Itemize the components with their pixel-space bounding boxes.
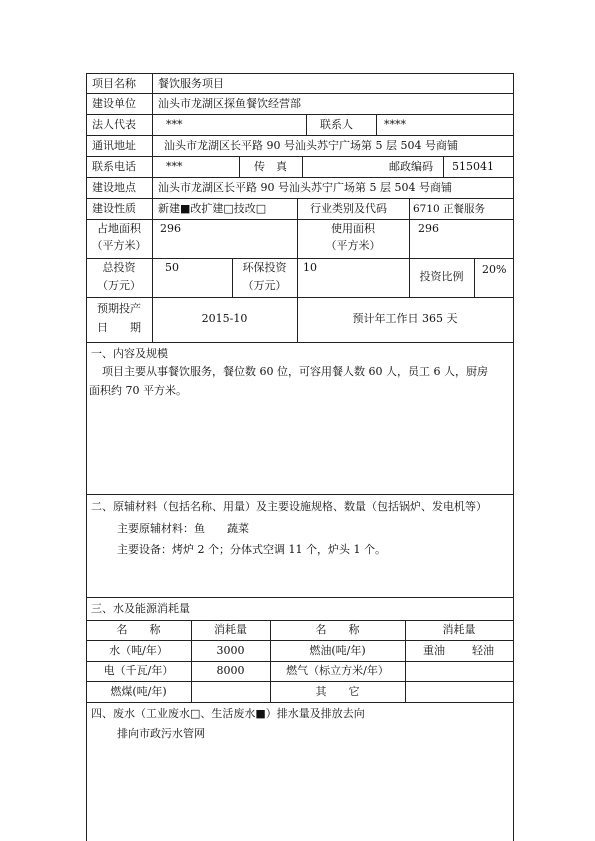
project-name-label: 项目名称 [92, 77, 136, 90]
rule [86, 156, 513, 157]
postcode-label: 邮政编码 [389, 160, 433, 173]
schedule-date-value: 2015-10 [201, 312, 248, 325]
divider [297, 258, 298, 297]
label-divider [152, 73, 153, 342]
mailing-address-value: 汕头市龙湖区长平路 90 号汕头苏宁广场第 5 层 504 号商铺 [164, 139, 458, 152]
divider [239, 156, 240, 177]
total-investment-label: 总投资 [102, 261, 136, 274]
contact-value: **** [384, 118, 406, 131]
site-label: 建设地点 [92, 181, 136, 194]
divider [409, 198, 410, 219]
rule [86, 135, 513, 136]
rule [86, 93, 513, 94]
energy-header-name: 名 称 [116, 623, 161, 636]
rule [86, 297, 513, 298]
energy-header-amount: 消耗量 [214, 623, 247, 636]
land-area-value: 296 [160, 222, 181, 235]
rule [86, 681, 513, 682]
site-value: 汕头市龙湖区长平路 90 号汕头苏宁广场第 5 层 504 号商铺 [158, 181, 452, 194]
fuel-oil-label: 燃油(吨/年) [309, 644, 366, 657]
use-area-value: 296 [418, 222, 439, 235]
energy-header-name-2: 名 称 [315, 623, 360, 636]
contact-label: 联系人 [320, 118, 353, 131]
fax-label: 传 真 [254, 160, 287, 173]
rule [86, 342, 513, 343]
power-label: 电（千瓦/年） [103, 664, 174, 677]
power-value: 8000 [216, 664, 245, 677]
env-investment-value: 10 [303, 261, 317, 274]
other-label: 其 它 [315, 685, 360, 698]
project-name-value: 餐饮服务项目 [158, 77, 224, 90]
industry-label: 行业类别及代码 [310, 202, 387, 215]
divider [409, 219, 410, 258]
postcode-value: 515041 [452, 160, 494, 173]
construction-unit-label: 建设单位 [92, 97, 136, 110]
rule [86, 219, 513, 220]
nature-label: 建设性质 [92, 202, 136, 215]
rule [86, 702, 513, 703]
coal-label: 燃煤(吨/年) [110, 685, 167, 698]
section2-equipment: 主要设备：烤炉 2 个；分体式空调 11 个，炉头 1 个。 [117, 543, 386, 556]
schedule-label: 预期投产 [97, 302, 141, 315]
rule [86, 597, 513, 598]
border-right [513, 73, 514, 841]
gas-label: 燃气（标立方米/年） [286, 664, 389, 677]
use-area-label: 使用面积 [331, 222, 375, 235]
land-area-unit: （平方米） [91, 239, 147, 252]
investment-ratio-label: 投资比例 [419, 270, 464, 283]
divider [297, 198, 298, 219]
total-investment-value: 50 [165, 261, 179, 274]
env-investment-unit: （万元） [242, 279, 287, 292]
rule [86, 494, 513, 495]
light-oil: 轻油 [472, 644, 494, 657]
legal-rep-label: 法人代表 [92, 118, 136, 131]
rule [86, 114, 513, 115]
divider [302, 156, 303, 177]
industry-value: 6710 正餐服务 [413, 203, 486, 215]
annual-workdays: 预计年工作日 365 天 [352, 312, 458, 325]
land-area-label: 占地面积 [97, 222, 141, 235]
phone-label: 联系电话 [92, 160, 136, 173]
section4-line: 排向市政污水管网 [117, 727, 205, 740]
phone-value: *** [166, 160, 183, 173]
mailing-address-label: 通讯地址 [92, 139, 136, 152]
investment-ratio-value: 20% [482, 263, 507, 276]
schedule-label-date: 日 期 [97, 321, 141, 334]
section4-title: 四、废水（工业废水□、生活废水■）排水量及排放去向 [91, 707, 365, 720]
divider [443, 156, 444, 177]
rule [86, 661, 513, 662]
total-investment-unit: （万元） [97, 279, 141, 292]
rule [86, 177, 513, 178]
section2-materials: 主要原辅材料：鱼 蔬菜 [117, 522, 249, 535]
border-left [86, 73, 87, 841]
section1-line1: 项目主要从事餐饮服务，餐位数 60 位，可容用餐人数 60 人，员工 6 人，厨房 [102, 365, 488, 378]
section1-line2: 面积约 70 平方米。 [89, 384, 187, 397]
divider [376, 114, 377, 135]
section1-title: 一、内容及规模 [91, 347, 168, 360]
rule-top [86, 73, 513, 74]
rule [86, 620, 513, 621]
legal-rep-value: *** [166, 118, 183, 131]
rule [86, 198, 513, 199]
energy-header-amount-2: 消耗量 [442, 623, 476, 636]
rule [86, 258, 513, 259]
use-area-unit: （平方米） [325, 239, 381, 252]
nature-value: 新建■改扩建□技改□ [158, 202, 267, 215]
heavy-oil: 重油 [423, 644, 445, 657]
divider [474, 258, 475, 297]
construction-unit-value: 汕头市龙湖区探鱼餐饮经营部 [158, 97, 301, 110]
env-investment-label: 环保投资 [242, 261, 287, 274]
water-value: 3000 [216, 644, 245, 657]
section2-title: 二、原辅材料（包括名称、用量）及主要设施规格、数量（包括锅炉、发电机等） [91, 500, 487, 513]
rule [86, 640, 513, 641]
water-label: 水（吨/年） [109, 644, 168, 657]
section3-title: 三、水及能源消耗量 [91, 602, 190, 615]
divider [306, 114, 307, 135]
